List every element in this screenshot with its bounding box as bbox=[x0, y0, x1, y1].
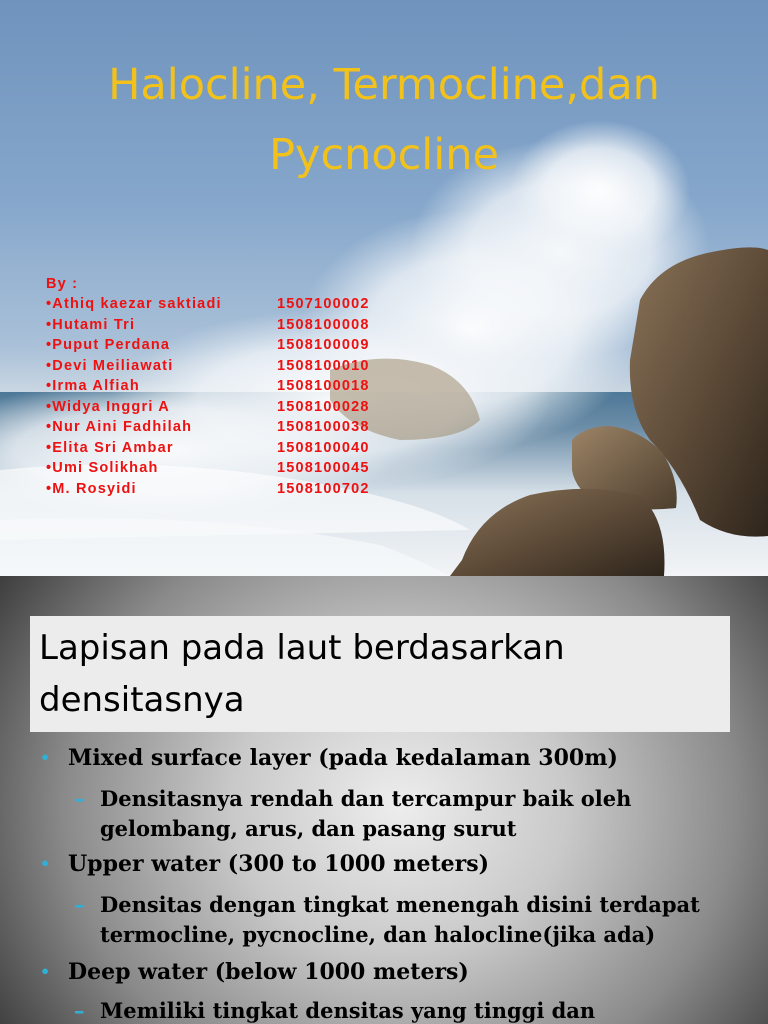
member-name: •Hutami Tri bbox=[46, 316, 136, 333]
member-name: •Irma Alfiah bbox=[46, 378, 140, 394]
member-id: 1508100045 bbox=[277, 460, 370, 476]
member-id: 1508100028 bbox=[277, 398, 370, 415]
content-title-line2: densitasnya bbox=[39, 680, 245, 720]
bullet-item bbox=[40, 958, 469, 986]
member-id: 1508100009 bbox=[277, 337, 370, 353]
bullet-marker: • bbox=[40, 748, 51, 767]
sub-bullet-text: Densitasnya rendah dan tercampur baik oleh gelombang, arus, dan pasang surut bbox=[100, 786, 632, 841]
slide-title bbox=[30, 50, 738, 190]
bullet-text: Upper water (300 to 1000 meters) bbox=[68, 851, 489, 877]
bullet-marker: • bbox=[40, 854, 51, 873]
bullet-item bbox=[40, 744, 618, 772]
member-name: •Nur Aini Fadhilah bbox=[46, 419, 193, 435]
bullet-marker: • bbox=[40, 962, 51, 981]
member-id: 1507100002 bbox=[277, 296, 370, 312]
content-title bbox=[39, 622, 565, 726]
slide-title-line2: Pycnocline bbox=[269, 130, 499, 180]
bullet-item bbox=[40, 850, 489, 878]
member-name: •M. Rosyidi bbox=[46, 480, 137, 497]
member-id: 1508100008 bbox=[277, 316, 370, 333]
member-id: 1508100038 bbox=[277, 419, 370, 435]
sub-bullet-text: Memiliki tingkat densitas yang tinggi dan bbox=[100, 998, 596, 1023]
by-label: By : bbox=[46, 276, 79, 292]
member-name: •Widya Inggri A bbox=[46, 398, 170, 415]
sub-bullet-item bbox=[74, 784, 764, 844]
content-title-box bbox=[30, 616, 730, 732]
member-id: 1508100010 bbox=[277, 357, 370, 374]
sub-bullet-item bbox=[74, 996, 764, 1024]
member-name: •Umi Solikhah bbox=[46, 460, 159, 476]
sub-bullet-marker: – bbox=[74, 998, 85, 1023]
bullet-text: Deep water (below 1000 meters) bbox=[68, 959, 469, 985]
member-id: 1508100040 bbox=[277, 439, 370, 456]
content-title-line1: Lapisan pada laut berdasarkan bbox=[39, 628, 565, 668]
sub-bullet-item bbox=[74, 890, 764, 950]
member-name: •Athiq kaezar saktiadi bbox=[46, 296, 222, 312]
member-name: •Puput Perdana bbox=[46, 337, 171, 353]
member-id: 1508100702 bbox=[277, 480, 370, 497]
member-name: •Devi Meiliawati bbox=[46, 357, 174, 374]
member-name: •Elita Sri Ambar bbox=[46, 439, 174, 456]
sub-bullet-marker: – bbox=[74, 892, 85, 917]
slide-title-line1: Halocline, Termocline,dan bbox=[108, 60, 660, 110]
sub-bullet-marker: – bbox=[74, 786, 85, 811]
member-id: 1508100018 bbox=[277, 378, 370, 394]
sub-bullet-text: Densitas dengan tingkat menengah disini terdapat termocline, pycnocline, dan halocline(jika ada) bbox=[100, 892, 700, 947]
content-slide bbox=[0, 576, 768, 1024]
bullet-text: Mixed surface layer (pada kedalaman 300m) bbox=[68, 745, 618, 771]
